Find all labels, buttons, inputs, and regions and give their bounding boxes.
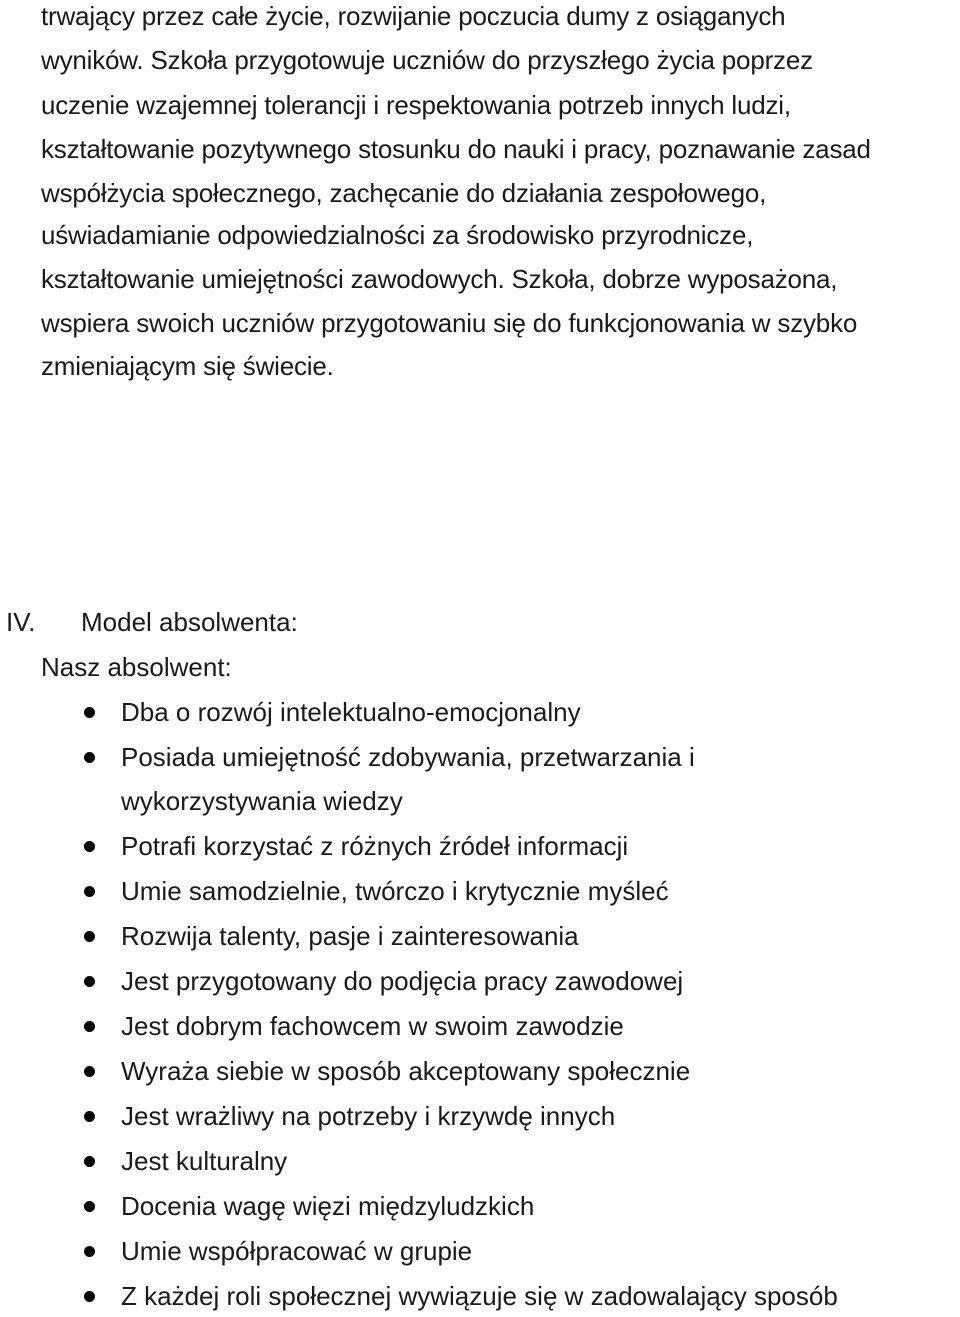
list-item-text: Docenia wagę więzi międzyludzkich xyxy=(121,1191,535,1221)
list-item-text: Jest kulturalny xyxy=(121,1146,288,1176)
paragraph-line: uświadamianie odpowiedzialności za środowisko przyrodnicze, xyxy=(41,220,754,250)
section-number: IV. xyxy=(6,607,36,637)
paragraph-line: kształtowanie umiejętności zawodowych. Szkoła, dobrze wyposażona, xyxy=(41,264,838,294)
bullet-icon xyxy=(84,1291,95,1302)
list-item-text: Umie współpracować w grupie xyxy=(121,1236,473,1266)
paragraph-line: trwający przez całe życie, rozwijanie poczucia dumy z osiąganych xyxy=(41,1,786,31)
list-item-text: Dba o rozwój intelektualno-emocjonalny xyxy=(121,697,581,727)
list-item-text: Z każdej roli społecznej wywiązuje się w zadowalający sposób xyxy=(121,1281,838,1311)
bullet-icon xyxy=(84,1111,95,1122)
bullet-icon xyxy=(84,1201,95,1212)
paragraph-line: wyników. Szkoła przygotowuje uczniów do przyszłego życia poprzez xyxy=(41,45,813,75)
bullet-icon xyxy=(84,752,95,763)
bullet-icon xyxy=(84,707,95,718)
list-item-text: Wyraża siebie w sposób akceptowany społecznie xyxy=(121,1056,691,1086)
bullet-icon xyxy=(84,1066,95,1077)
list-item-text: wykorzystywania wiedzy xyxy=(121,786,403,816)
bullet-icon xyxy=(84,886,95,897)
paragraph-line: kształtowanie pozytywnego stosunku do nauki i pracy, poznawanie zasad xyxy=(41,134,871,164)
list-item-text: Umie samodzielnie, twórczo i krytycznie myśleć xyxy=(121,876,669,906)
bullet-icon xyxy=(84,1246,95,1257)
bullet-icon xyxy=(84,931,95,942)
bullet-icon xyxy=(84,976,95,987)
list-item-text: Jest dobrym fachowcem w swoim zawodzie xyxy=(121,1011,624,1041)
paragraph-line: zmieniającym się świecie. xyxy=(41,351,334,381)
bullet-icon xyxy=(84,1021,95,1032)
bullet-icon xyxy=(84,841,95,852)
list-item-text: Jest przygotowany do podjęcia pracy zawodowej xyxy=(121,966,684,996)
list-item-text: Potrafi korzystać z różnych źródeł informacji xyxy=(121,831,629,861)
bullet-icon xyxy=(84,1156,95,1167)
paragraph-line: uczenie wzajemnej tolerancji i respektowania potrzeb innych ludzi, xyxy=(41,90,791,120)
list-item-text: Jest wrażliwy na potrzeby i krzywdę innych xyxy=(121,1101,616,1131)
paragraph-line: wspiera swoich uczniów przygotowaniu się do funkcjonowania w szybko xyxy=(41,308,858,338)
list-item-text: Rozwija talenty, pasje i zainteresowania xyxy=(121,921,579,951)
section-intro: Nasz absolwent: xyxy=(41,652,232,682)
section-title: Model absolwenta: xyxy=(81,607,298,637)
list-item-text: Posiada umiejętność zdobywania, przetwarzania i xyxy=(121,742,695,772)
paragraph-line: współżycia społecznego, zachęcanie do działania zespołowego, xyxy=(41,178,767,208)
